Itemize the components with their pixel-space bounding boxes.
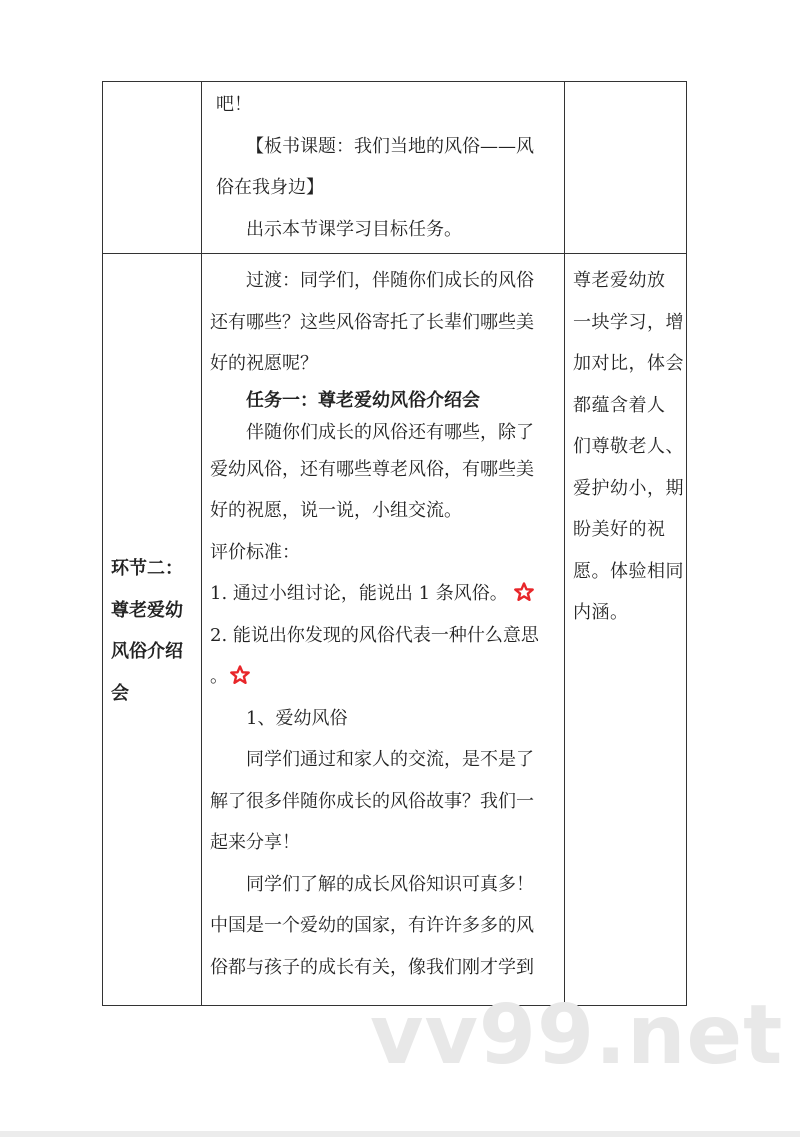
text-line: 俗在我身边】 bbox=[216, 177, 324, 198]
stage-title-line: 风俗介绍 bbox=[111, 641, 183, 662]
text-line: 过渡：同学们，伴随你们成长的风俗 bbox=[246, 270, 534, 291]
text-line: 俗都与孩子的成长有关，像我们刚才学到 bbox=[210, 956, 534, 978]
text-line: 同学们了解的成长风俗知识可真多！ bbox=[246, 873, 534, 895]
table-row bbox=[103, 82, 687, 254]
text-line: 解了很多伴随你成长的风俗故事？我们一 bbox=[210, 790, 534, 812]
note-line: 盼美好的祝 bbox=[573, 519, 666, 540]
lesson-plan-table bbox=[102, 81, 687, 1006]
note-line: 尊老爱幼放 bbox=[573, 270, 666, 291]
text-line: 同学们通过和家人的交流，是不是了 bbox=[246, 749, 534, 770]
text-line: 中国是一个爱幼的国家，有许许多多的风 bbox=[210, 915, 534, 936]
criteria-item bbox=[210, 573, 558, 615]
stage-cell bbox=[103, 254, 202, 1006]
stage-title-line: 尊老爱幼 bbox=[111, 599, 183, 621]
text-line: 好的祝愿，说一说，小组交流。 bbox=[210, 500, 462, 521]
page-bottom-edge bbox=[0, 1131, 800, 1137]
text-line: 吧！ bbox=[216, 94, 252, 115]
note-line: 一块学习，增 bbox=[573, 311, 684, 333]
note-cell-empty bbox=[565, 82, 687, 254]
note-cell bbox=[565, 254, 687, 1006]
stage-title-line: 环节二： bbox=[111, 558, 183, 579]
section-heading: 1、爱幼风俗 bbox=[246, 707, 348, 729]
star-icon bbox=[230, 665, 250, 685]
criteria-item-continued bbox=[210, 656, 558, 698]
text-line: 【板书课题：我们当地的风俗——风 bbox=[246, 135, 534, 157]
star-icon bbox=[514, 582, 534, 602]
criteria-item: 2. 能说出你发现的风俗代表一种什么意思 bbox=[210, 624, 539, 646]
note-line: 都蕴含着人 bbox=[573, 394, 666, 416]
text-line: 好的祝愿呢？ bbox=[210, 353, 318, 374]
watermark-text: vv99.net bbox=[370, 988, 784, 1083]
stage-cell-empty bbox=[103, 82, 202, 254]
note-line: 愿。体验相同 bbox=[573, 560, 684, 582]
text-line: 还有哪些？这些风俗寄托了长辈们哪些美 bbox=[210, 311, 534, 333]
criteria-text: 1. 通过小组讨论，能说出 1 条风俗。 bbox=[210, 583, 508, 604]
text-line: 起来分享！ bbox=[210, 832, 300, 853]
note-line: 爱护幼小，期 bbox=[573, 477, 684, 499]
table-row bbox=[103, 254, 687, 1006]
note-line: 们尊敬老人、 bbox=[573, 436, 684, 457]
text-line: 评价标准： bbox=[210, 541, 300, 563]
criteria-text: 。 bbox=[210, 666, 228, 687]
note-line: 加对比，体会 bbox=[573, 353, 684, 374]
stage-title-line: 会 bbox=[111, 682, 129, 704]
text-line: 伴随你们成长的风俗还有哪些，除了 bbox=[246, 421, 534, 443]
task-heading: 任务一：尊老爱幼风俗介绍会 bbox=[246, 389, 480, 411]
content-cell bbox=[202, 82, 565, 254]
text-line: 爱幼风俗，还有哪些尊老风俗，有哪些美 bbox=[210, 458, 534, 480]
note-line: 内涵。 bbox=[573, 602, 629, 623]
content-cell bbox=[202, 254, 565, 1006]
text-line: 出示本节课学习目标任务。 bbox=[246, 218, 462, 240]
